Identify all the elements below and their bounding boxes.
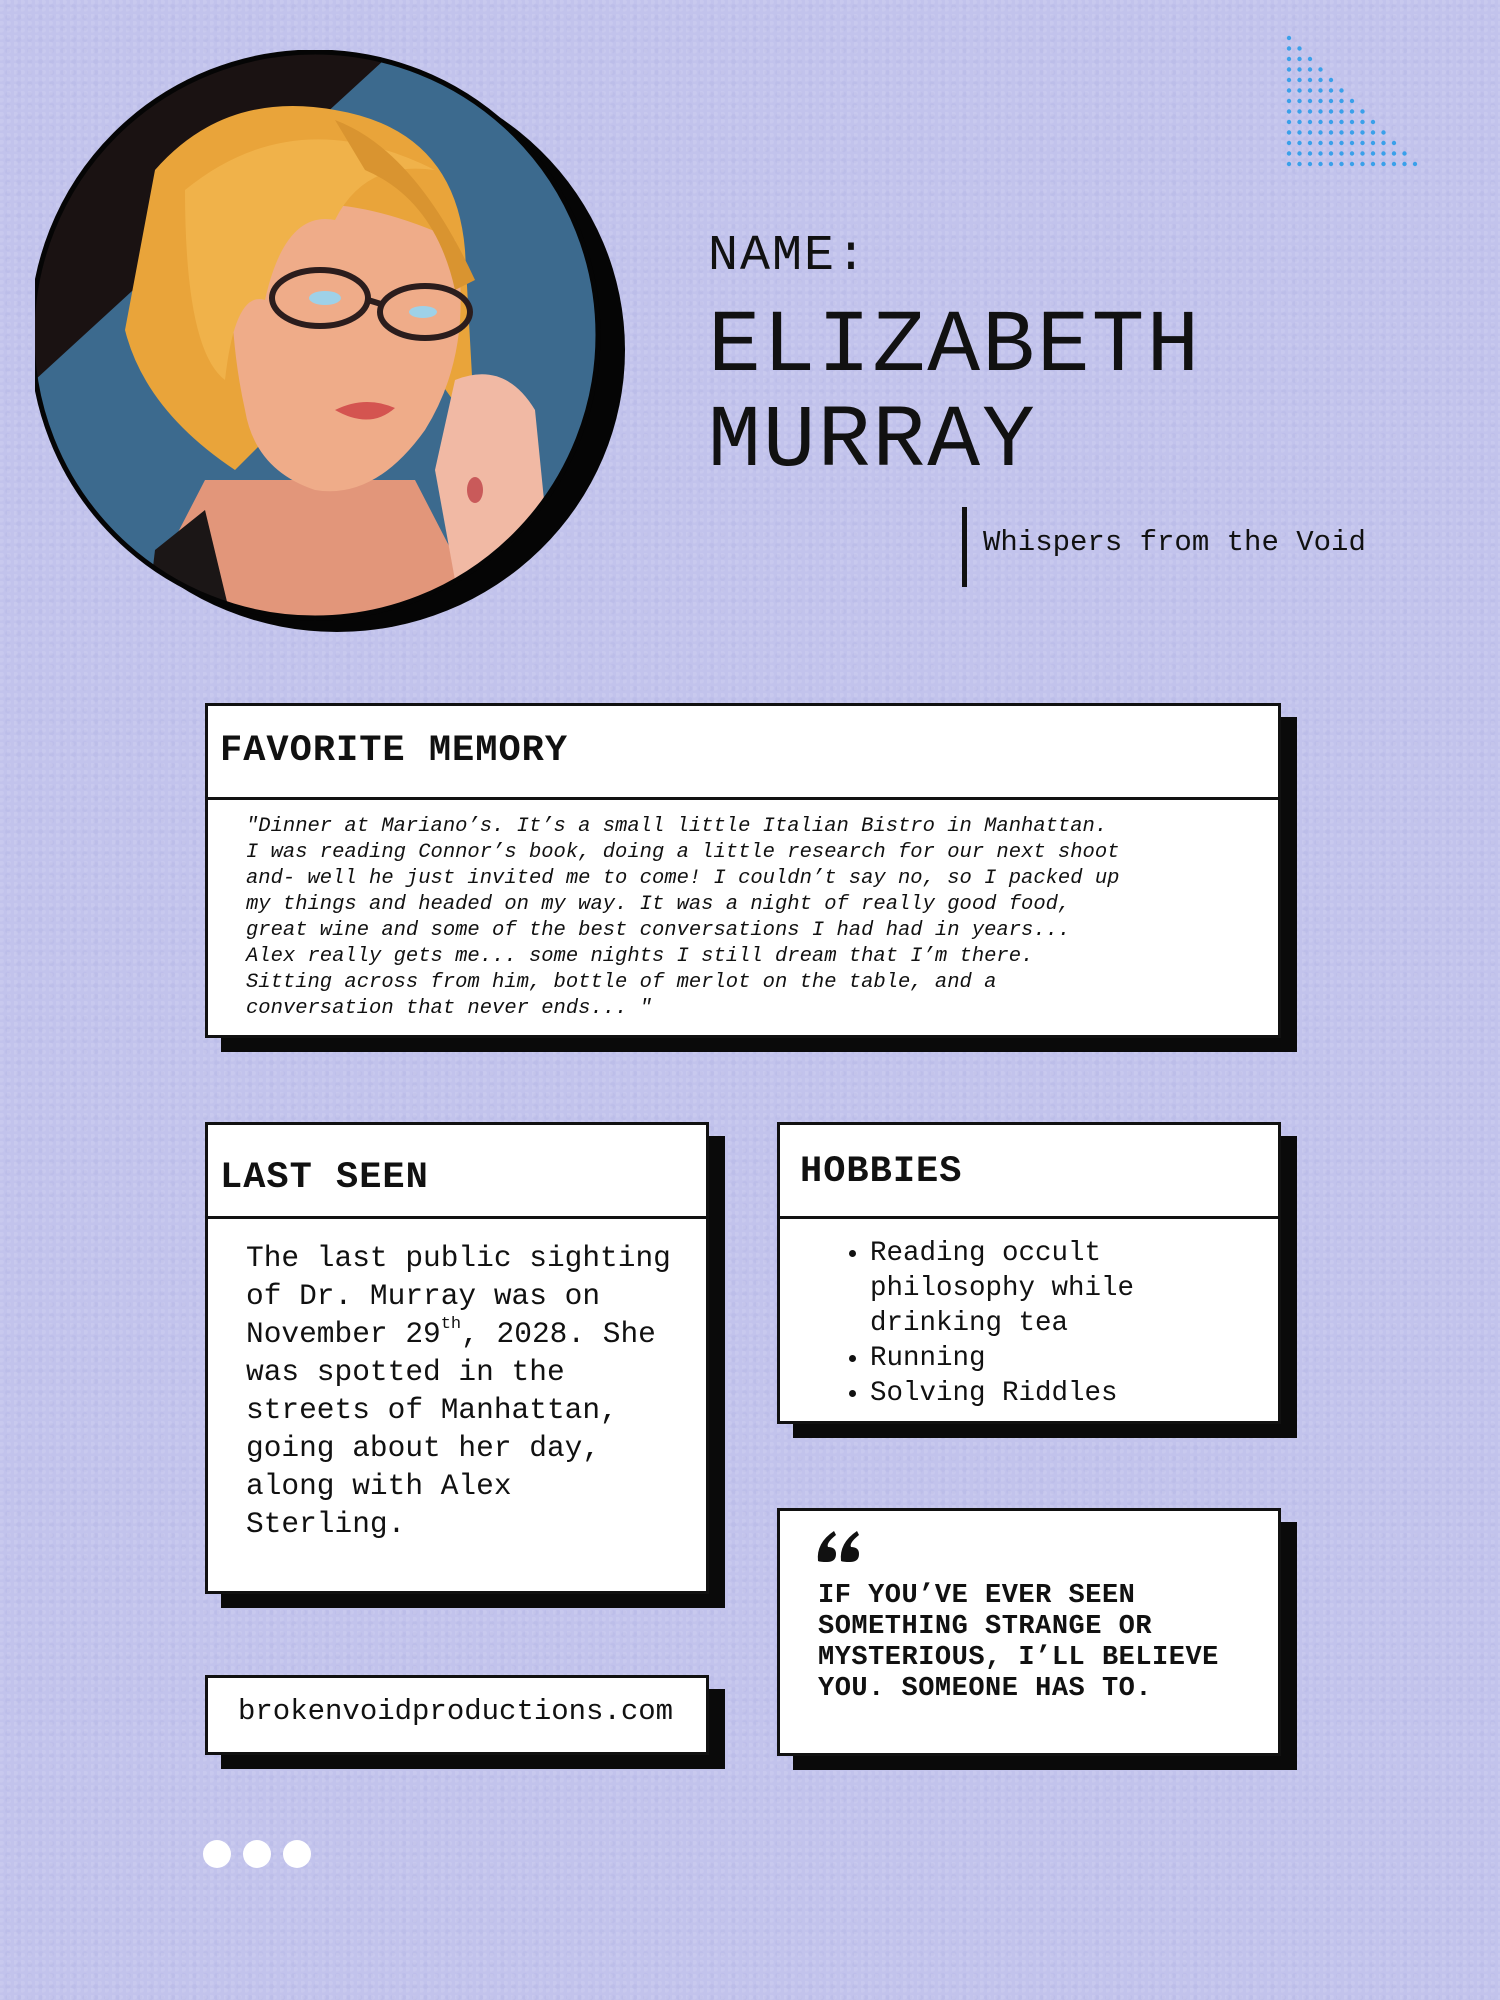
decoration-dot bbox=[1297, 130, 1301, 134]
last-seen-title: LAST SEEN bbox=[208, 1125, 706, 1219]
decoration-dot bbox=[1360, 141, 1364, 145]
last-seen-text-end: , 2028. She was spotted in the streets of Manhattan, going about her day, along with Alex Sterling. bbox=[246, 1317, 656, 1541]
decoration-dot bbox=[1339, 130, 1343, 134]
decoration-dot bbox=[1297, 57, 1301, 61]
decoration-dot bbox=[1360, 162, 1364, 166]
decoration-dot bbox=[1392, 141, 1396, 145]
decoration-dot bbox=[1350, 130, 1354, 134]
decoration-dot bbox=[1318, 141, 1322, 145]
decoration-dot bbox=[1308, 109, 1312, 113]
decoration-dot bbox=[1308, 162, 1312, 166]
decoration-dot bbox=[1318, 109, 1322, 113]
favorite-memory-text: "Dinner at Mariano’s. It’s a small little Italian Bistro in Manhattan. I was reading Connor’s book, doing a little research for our next shoot and- well he just invited me to come! I couldn’t say no, so I packed up my things and headed on my way. It was a night of really good food, great wine and some of the best conversations I had had in years... Alex really gets me... some nights I still dream that I’m there. Sitting across from him, bottle of merlot on the table, and a conversation that never ends... " bbox=[246, 815, 1120, 1020]
decoration-dot bbox=[1381, 130, 1385, 134]
decoration-dot bbox=[1297, 67, 1301, 71]
decoration-dot bbox=[1297, 78, 1301, 82]
decoration-dot bbox=[1287, 88, 1291, 92]
decoration-dot bbox=[1318, 120, 1322, 124]
decoration-dot bbox=[1350, 151, 1354, 155]
decoration-dot bbox=[1329, 109, 1333, 113]
decoration-dot bbox=[1297, 109, 1301, 113]
first-name: ELIZABETH bbox=[708, 298, 1202, 397]
last-name: MURRAY bbox=[708, 393, 1037, 492]
hobby-item: • Reading occult philosophy while drinking tea bbox=[870, 1236, 1278, 1341]
decoration-dot bbox=[1318, 162, 1322, 166]
pager-dot bbox=[203, 1840, 231, 1868]
decoration-dot bbox=[1287, 120, 1291, 124]
decoration-dot bbox=[1308, 57, 1312, 61]
decoration-dot bbox=[1297, 151, 1301, 155]
hobby-item: • Solving Riddles bbox=[870, 1376, 1278, 1411]
decoration-dot bbox=[1287, 162, 1291, 166]
decoration-dot bbox=[1287, 57, 1291, 61]
quote-mark-icon bbox=[816, 1529, 862, 1563]
decoration-dot bbox=[1287, 36, 1291, 40]
website-link[interactable]: brokenvoidproductions.com bbox=[238, 1695, 674, 1728]
decoration-dot bbox=[1297, 141, 1301, 145]
decoration-dot bbox=[1329, 162, 1333, 166]
pager-dot bbox=[243, 1840, 271, 1868]
decoration-dot bbox=[1329, 151, 1333, 155]
decoration-dot bbox=[1329, 88, 1333, 92]
decoration-dot bbox=[1287, 46, 1291, 50]
decoration-dot bbox=[1308, 88, 1312, 92]
decoration-dot bbox=[1360, 109, 1364, 113]
favorite-memory-card bbox=[205, 703, 1281, 1038]
decoration-dot bbox=[1308, 99, 1312, 103]
decoration-dot bbox=[1308, 120, 1312, 124]
decoration-dot bbox=[1297, 120, 1301, 124]
decoration-dot bbox=[1339, 88, 1343, 92]
decoration-dot bbox=[1287, 78, 1291, 82]
decoration-dot bbox=[1308, 151, 1312, 155]
decoration-dot bbox=[1371, 120, 1375, 124]
decoration-dot bbox=[1392, 162, 1396, 166]
decoration-dot bbox=[1329, 141, 1333, 145]
decoration-dot bbox=[1371, 151, 1375, 155]
quote-text: IF YOU’VE EVER SEEN SOMETHING STRANGE OR MYSTERIOUS, I’LL BELIEVE YOU. SOMEONE HAS TO. bbox=[818, 1581, 1219, 1704]
decoration-dot bbox=[1350, 162, 1354, 166]
pager-dot bbox=[283, 1840, 311, 1868]
subtitle-divider bbox=[962, 507, 967, 587]
decoration-dot bbox=[1350, 99, 1354, 103]
decoration-dot bbox=[1318, 99, 1322, 103]
decoration-dot bbox=[1392, 151, 1396, 155]
decoration-dot bbox=[1287, 130, 1291, 134]
portrait-image bbox=[35, 50, 625, 635]
decoration-dot bbox=[1318, 88, 1322, 92]
hobbies-title: HOBBIES bbox=[780, 1125, 1278, 1219]
decoration-dot bbox=[1350, 141, 1354, 145]
character-name bbox=[708, 300, 1201, 490]
decoration-dot bbox=[1329, 78, 1333, 82]
decoration-dot bbox=[1329, 130, 1333, 134]
decoration-dot bbox=[1297, 99, 1301, 103]
decoration-dot bbox=[1308, 141, 1312, 145]
decoration-dot bbox=[1371, 141, 1375, 145]
website-card[interactable] bbox=[205, 1675, 709, 1755]
decoration-dot bbox=[1381, 151, 1385, 155]
decoration-dot bbox=[1287, 109, 1291, 113]
decoration-dot bbox=[1287, 141, 1291, 145]
decoration-dot bbox=[1350, 120, 1354, 124]
decoration-dot bbox=[1297, 88, 1301, 92]
decoration-dot bbox=[1318, 78, 1322, 82]
decoration-dot bbox=[1371, 162, 1375, 166]
dot-triangle-decoration bbox=[1285, 34, 1425, 169]
decoration-dot bbox=[1339, 141, 1343, 145]
decoration-dot bbox=[1318, 67, 1322, 71]
decoration-dot bbox=[1402, 151, 1406, 155]
decoration-dot bbox=[1402, 162, 1406, 166]
decoration-dot bbox=[1308, 67, 1312, 71]
favorite-memory-title: FAVORITE MEMORY bbox=[208, 706, 1278, 800]
name-label: NAME: bbox=[708, 228, 869, 285]
decoration-dot bbox=[1360, 130, 1364, 134]
decoration-dot bbox=[1360, 151, 1364, 155]
decoration-dot bbox=[1339, 162, 1343, 166]
decoration-dot bbox=[1287, 99, 1291, 103]
decoration-dot bbox=[1318, 130, 1322, 134]
hobbies-card bbox=[777, 1122, 1281, 1424]
subtitle: Whispers from the Void bbox=[983, 526, 1366, 559]
decoration-dot bbox=[1297, 162, 1301, 166]
decoration-dot bbox=[1381, 162, 1385, 166]
last-seen-card bbox=[205, 1122, 709, 1594]
hobbies-list bbox=[780, 1219, 1278, 1411]
decoration-dot bbox=[1381, 141, 1385, 145]
decoration-dot bbox=[1297, 46, 1301, 50]
decoration-dot bbox=[1318, 151, 1322, 155]
last-seen-text-start: The last public sighting of Dr. Murray was on November 29 bbox=[246, 1241, 671, 1351]
decoration-dot bbox=[1287, 67, 1291, 71]
hobby-item: • Running bbox=[870, 1341, 1278, 1376]
decoration-dot bbox=[1371, 130, 1375, 134]
decoration-dot bbox=[1350, 109, 1354, 113]
decoration-dot bbox=[1339, 120, 1343, 124]
decoration-dot bbox=[1329, 120, 1333, 124]
last-seen-text bbox=[208, 1219, 706, 1543]
decoration-dot bbox=[1287, 151, 1291, 155]
decoration-dot bbox=[1339, 99, 1343, 103]
quote-card bbox=[777, 1508, 1281, 1756]
decoration-dot bbox=[1339, 109, 1343, 113]
decoration-dot bbox=[1308, 78, 1312, 82]
decoration-dot bbox=[1329, 99, 1333, 103]
decoration-dot bbox=[1360, 120, 1364, 124]
decoration-dot bbox=[1308, 130, 1312, 134]
decoration-dot bbox=[1339, 151, 1343, 155]
date-ordinal: th bbox=[440, 1315, 462, 1334]
decoration-dot bbox=[1413, 162, 1417, 166]
pager-dots bbox=[203, 1840, 323, 1873]
